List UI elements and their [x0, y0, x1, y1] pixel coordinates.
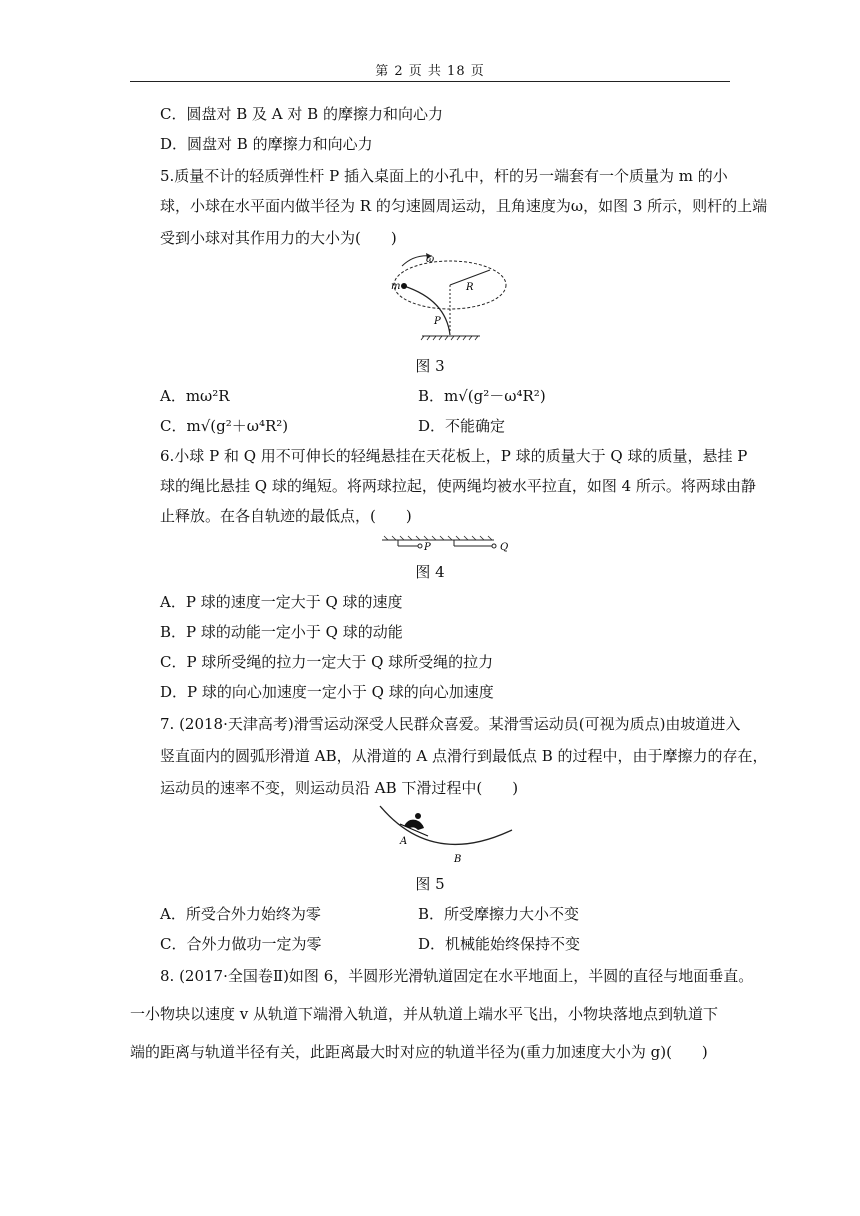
- q5-option-d: D．不能确定: [418, 417, 506, 435]
- q4-option-c: C．圆盘对 B 及 A 对 B 的摩擦力和向心力: [160, 105, 443, 123]
- q5-option-c: C．m√(g²＋ω⁴R²): [160, 417, 289, 435]
- q4-option-d: D．圆盘对 B 的摩擦力和向心力: [160, 135, 373, 153]
- point-b-label: B: [454, 854, 462, 865]
- q8-stem-line-3: 端的距离与轨道半径有关，此距离最大时对应的轨道半径为(重力加速度大小为 g)( ): [130, 1043, 708, 1061]
- figure-5-caption: 图 5: [415, 875, 445, 893]
- ball: [401, 283, 407, 289]
- p-label: P: [424, 542, 431, 553]
- figure-3: [380, 250, 520, 350]
- header-rule: [130, 81, 730, 82]
- q6-stem-line-2: 球的绳比悬挂 Q 球的绳短。将两球拉起，使两绳均被水平拉直，如图 4 所示。将两球由静: [160, 477, 756, 495]
- q5-option-b: B．m√(g²－ω⁴R²): [418, 387, 546, 405]
- q5-stem-line-1: 5.质量不计的轻质弹性杆 P 插入桌面上的小孔中，杆的另一端套有一个质量为 m 的小: [160, 167, 728, 185]
- table-hatching: [421, 336, 478, 340]
- q6-option-b: B．P 球的动能一定小于 Q 球的动能: [160, 623, 403, 641]
- q7-option-b: B．所受摩擦力大小不变: [418, 905, 580, 923]
- q6-stem-line-1: 6.小球 P 和 Q 用不可伸长的轻绳悬挂在天花板上，P 球的质量大于 Q 球的质量，悬挂 P: [160, 447, 748, 465]
- skier: [404, 820, 424, 830]
- page-header: 第 2 页 共 18 页: [375, 64, 485, 79]
- figure-3-caption: 图 3: [415, 357, 445, 375]
- q5-stem-line-3: 受到小球对其作用力的大小为( ): [160, 229, 397, 247]
- q7-option-a: A．所受合外力始终为零: [160, 905, 321, 923]
- q5-option-a: A．mω²R: [160, 387, 230, 405]
- p-ball: [418, 544, 422, 548]
- q7-option-d: D．机械能始终保持不变: [418, 935, 581, 953]
- mass-label: m: [391, 281, 401, 292]
- figure-4: [378, 534, 518, 556]
- q8-stem-line-1: 8. (2017·全国卷Ⅱ)如图 6，半圆形光滑轨道固定在水平地面上，半圆的直径与地面垂直。: [160, 967, 754, 985]
- radius-label: R: [466, 282, 474, 293]
- skier-head: [415, 813, 421, 819]
- q8-stem-line-2: 一小物块以速度 v 从轨道下端滑入轨道，并从轨道上端水平飞出，小物块落地点到轨道下: [130, 1005, 719, 1023]
- q7-stem-line-1: 7. (2018·天津高考)滑雪运动深受人民群众喜爱。某滑雪运动员(可视为质点)由坡道进入: [160, 715, 741, 733]
- q7-option-c: C．合外力做功一定为零: [160, 935, 322, 953]
- q6-option-c: C．P 球所受绳的拉力一定大于 Q 球所受绳的拉力: [160, 653, 494, 671]
- q-ball: [492, 544, 496, 548]
- q6-option-d: D．P 球的向心加速度一定小于 Q 球的向心加速度: [160, 683, 494, 701]
- q7-stem-line-3: 运动员的速率不变，则运动员沿 AB 下滑过程中( ): [160, 779, 519, 797]
- q5-stem-line-2: 球，小球在水平面内做半径为 R 的匀速圆周运动，且角速度为ω，如图 3 所示，则杆的上端: [160, 197, 768, 215]
- q-label: Q: [500, 542, 509, 553]
- rod-label: P: [434, 316, 441, 327]
- q6-stem-line-3: 止释放。在各自轨迹的最低点，( ): [160, 507, 412, 525]
- elastic-rod: [404, 286, 450, 335]
- figure-4-caption: 图 4: [415, 563, 445, 581]
- point-a-label: A: [400, 836, 408, 847]
- omega-label: ω: [426, 254, 435, 265]
- q7-stem-line-2: 竖直面内的圆弧形滑道 AB，从滑道的 A 点滑行到最低点 B 的过程中，由于摩擦力的存在，: [160, 747, 768, 765]
- ceiling-hatching: [384, 536, 492, 540]
- q6-option-a: A．P 球的速度一定大于 Q 球的速度: [160, 593, 403, 611]
- figure-5: [372, 802, 522, 866]
